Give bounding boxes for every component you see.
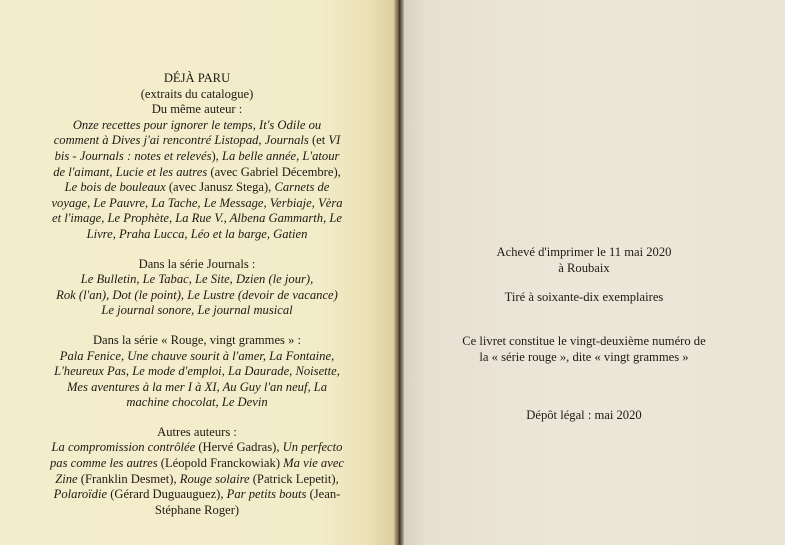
title-text: Mes aventures à la mer I à XI, Au Guy l'an neuf, La: [66, 379, 328, 394]
colophon-printed: [404, 245, 764, 276]
series-line-1: Ce livret constitue le vingt-deuxième numéro de: [462, 334, 706, 348]
title-text: Polaroïdie: [53, 487, 108, 502]
title-text: Pala Fenice, Une chauve sourit à l'amer, La Fontaine,: [59, 348, 335, 363]
plain-text: (Patrick Lepetit),: [249, 471, 339, 486]
title-text: pas comme les autres: [49, 456, 158, 471]
catalogue-line: [49, 395, 345, 411]
catalogue-line: [49, 472, 345, 488]
journals-label: Dans la série Journals :: [138, 256, 256, 271]
rouge-series-label: Dans la série « Rouge, vingt grammes » :: [92, 332, 302, 347]
title-text: L'heureux Pas, Le mode d'emploi, La Daurade, Noisette,: [54, 364, 340, 379]
catalogue-line: [49, 165, 345, 181]
title-text: Le journal sonore, Le journal musical: [101, 303, 293, 318]
title-text: Onze recettes pour ignorer le temps, It's Odile ou: [72, 117, 322, 132]
title-text: et l'image, Le Prophète, La Rue V., Albena Gammarth, Le: [52, 211, 342, 226]
catalogue-line: [49, 272, 345, 288]
title-text: comment à Dives j'ai rencontré Listopad, Journals: [53, 133, 309, 148]
title-text: Par petits bouts: [226, 487, 307, 502]
title-text: Rok (l'an), Dot (le point), Le Lustre (devoir de vacance): [56, 287, 338, 302]
plain-text: (Franklin Desmet),: [77, 471, 180, 486]
plain-text: (et: [308, 133, 329, 148]
plain-text: (Léopold Franckowiak): [157, 456, 284, 471]
plain-text: Stéphane Roger): [154, 502, 240, 517]
catalogue-line: [49, 487, 345, 503]
catalogue-line: [49, 349, 345, 365]
catalogue-line: [49, 303, 345, 319]
catalogue-line: [49, 503, 345, 519]
plain-text: (Jean-: [306, 487, 341, 502]
title-text: Le bois de bouleaux: [64, 180, 166, 195]
colophon-series: [404, 334, 764, 365]
title-text: Rouge solaire: [179, 471, 250, 486]
catalogue-line: [49, 133, 345, 149]
title-text: Carnets de: [274, 180, 330, 195]
title-text: VI: [328, 133, 341, 148]
title-text: machine chocolat, Le Devin: [126, 395, 268, 410]
catalogue-line: [49, 118, 345, 134]
catalogue-heading: DÉJÀ PARU: [163, 71, 231, 85]
catalogue-line: [49, 456, 345, 472]
legal-deposit: Dépôt légal : mai 2020: [526, 408, 642, 422]
catalogue-line: [49, 180, 345, 196]
plain-text: ),: [211, 148, 222, 163]
print-run: Tiré à soixante-dix exemplaires: [504, 290, 664, 304]
series-line-2: la « série rouge », dite « vingt grammes »: [479, 349, 689, 364]
journals-list: [49, 272, 345, 319]
catalogue-line: [49, 440, 345, 456]
catalogue-block: [0, 71, 394, 518]
rouge-series-list: [49, 349, 345, 411]
title-text: Le Bulletin, Le Tabac, Le Site, Dzien (le jour),: [80, 272, 314, 287]
plain-text: (Gérard Duguauguez),: [107, 487, 227, 502]
catalogue-subheading: (extraits du catalogue): [140, 86, 254, 101]
catalogue-line: [49, 196, 345, 212]
catalogue-line: [49, 211, 345, 227]
catalogue-line: [49, 227, 345, 243]
title-text: Ma vie avec: [283, 456, 345, 471]
same-author-label: Du même auteur :: [151, 102, 243, 117]
catalogue-line: [49, 364, 345, 380]
same-author-list: [49, 118, 345, 243]
catalogue-line: [49, 380, 345, 396]
printed-date: Achevé d'imprimer le 11 mai 2020: [496, 245, 672, 259]
other-authors-list: [49, 440, 345, 518]
plain-text: (Hervé Gadras),: [195, 440, 283, 455]
catalogue-line: [49, 288, 345, 304]
other-authors-label: Autres auteurs :: [157, 424, 237, 439]
title-text: La compromission contrôlée: [51, 440, 196, 455]
catalogue-line: [49, 149, 345, 165]
plain-text: (avec Gabriel Décembre),: [207, 164, 341, 179]
title-text: Un perfecto: [282, 440, 343, 455]
colophon-copies: [404, 290, 764, 306]
title-text: La belle année, L'atour: [221, 148, 340, 163]
title-text: Zine: [55, 471, 78, 486]
colophon-legal: [404, 408, 764, 424]
printed-place: à Roubaix: [558, 260, 610, 275]
book-gutter: [394, 0, 404, 545]
plain-text: (avec Janusz Stega),: [165, 180, 275, 195]
title-text: voyage, Le Pauvre, La Tache, Le Message, Verbiaje, Vèra: [51, 195, 343, 210]
title-text: bis - Journals : notes et relevés: [54, 148, 212, 163]
title-text: Livre, Praha Lucca, Léo et la barge, Gatien: [86, 226, 308, 241]
title-text: de l'aimant, Lucie et les autres: [53, 164, 208, 179]
